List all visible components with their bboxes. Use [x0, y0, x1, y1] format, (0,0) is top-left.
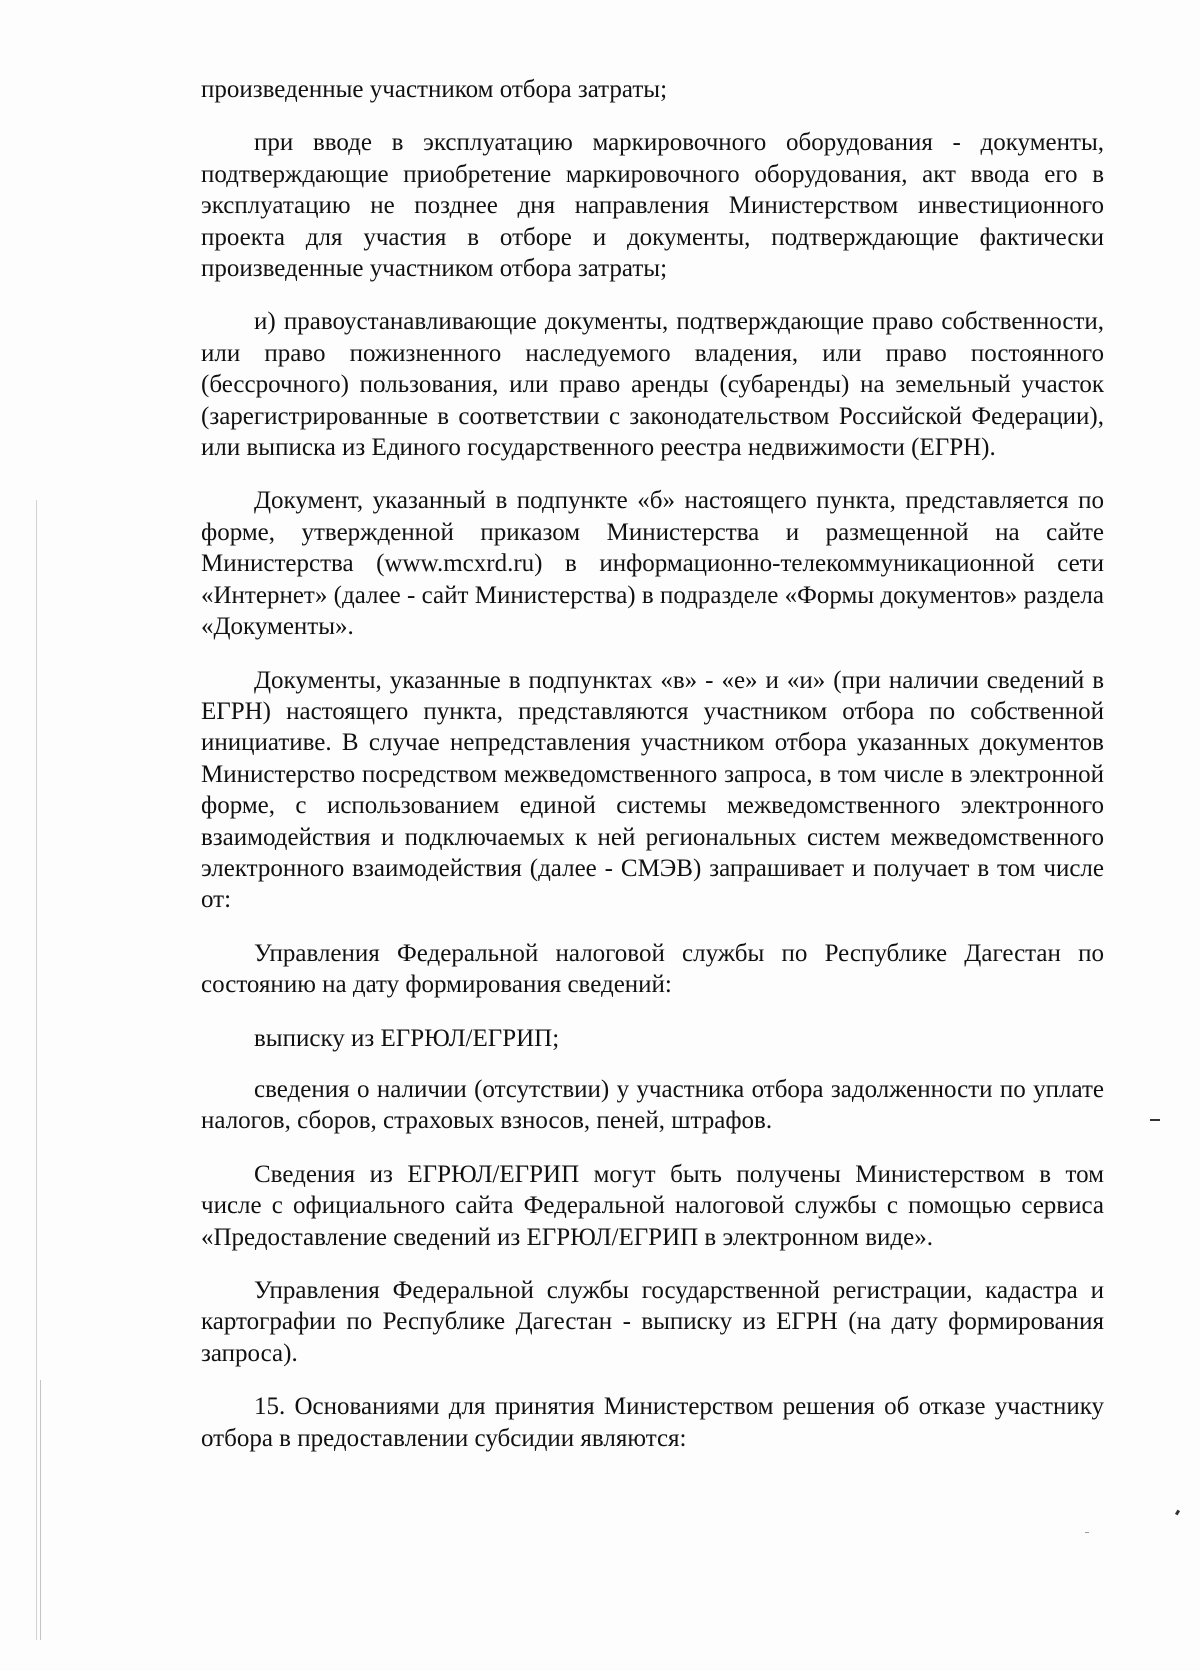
paragraph-marking-equipment: при вводе в эксплуатацию маркировочного оборудования - документы, подтверждающие приобретение маркировочного оборудования, акт ввода его в эксплуатацию не позднее дня направления Министерством инвестиционного проекта для участия в отборе и документы, подтверждающие фактически произведенные участником отбора затраты; [201, 129, 1104, 283]
scan-artifact-dash [1150, 1119, 1160, 1121]
scan-edge-line [36, 500, 37, 1640]
scan-artifact-speck [1085, 1532, 1089, 1533]
paragraph-rosreestr: Управления Федеральной службы государственной регистрации, кадастра и картографии по Республике Дагестан - выписку из ЕГРН (на дату формирования запроса). [201, 1277, 1104, 1367]
document-body [201, 74, 1104, 1476]
paragraph-egrul-online: Сведения из ЕГРЮЛ/ЕГРИП могут быть получены Министерством в том числе с официального сайта Федеральной налоговой службы с помощью сервиса «Предоставление сведений из ЕГРЮЛ/ЕГРИП в электронном виде». [201, 1160, 1104, 1251]
paragraph-item-i: и) правоустанавливающие документы, подтверждающие право собственности, или право пожизненного наследуемого владения, или право постоянного (бессрочного) пользования, или право аренды (субаренды) на земельный участок (зарегистрированные в соответствии с законодательством Российской Федерации), или выписка из Единого государственного реестра недвижимости (ЕГРН). [201, 308, 1104, 462]
paragraph-tax-service: Управления Федеральной налоговой службы по Республике Дагестан по состоянию на дату формирования сведений: [201, 939, 1104, 999]
paragraph-document-form: Документ, указанный в подпункте «б» настоящего пункта, представляется по форме, утвержденной приказом Министерства и размещенной на сайте Министерства (www.mcxrd.ru) в информационно-телекоммуникационной сети «Интернет» (далее - сайт Министерства) в подразделе «Формы документов» раздела «Документы». [201, 487, 1104, 641]
paragraph-continuation: произведенные участником отбора затраты; [201, 76, 668, 103]
paragraph-tax-debt: сведения о наличии (отсутствии) у участника отбора задолженности по уплате налогов, сборов, страховых взносов, пеней, штрафов. [201, 1075, 1104, 1135]
paragraph-section-15: 15. Основаниями для принятия Министерством решения об отказе участнику отбора в предоставлении субсидии являются: [201, 1393, 1104, 1452]
paragraph-own-initiative: Документы, указанные в подпунктах «в» - «е» и «и» (при наличии сведений в ЕГРН) настоящего пункта, представляются участником отбора по собственной инициативе. В случае непредставления участником отбора указанных документов Министерство посредством межведомственного запроса, в том числе в электронной форме, с использованием единой системы межведомственного электронного взаимодействия и подключаемых к ней региональных систем межведомственного электронного взаимодействия (далее - СМЭВ) запрашивает и получает в том числе от: [201, 666, 1104, 914]
scan-artifact-tick [1175, 1510, 1180, 1516]
scan-edge-line-secondary [40, 1380, 41, 1640]
paragraph-egrul-extract: выписку из ЕГРЮЛ/ЕГРИП; [254, 1024, 560, 1052]
